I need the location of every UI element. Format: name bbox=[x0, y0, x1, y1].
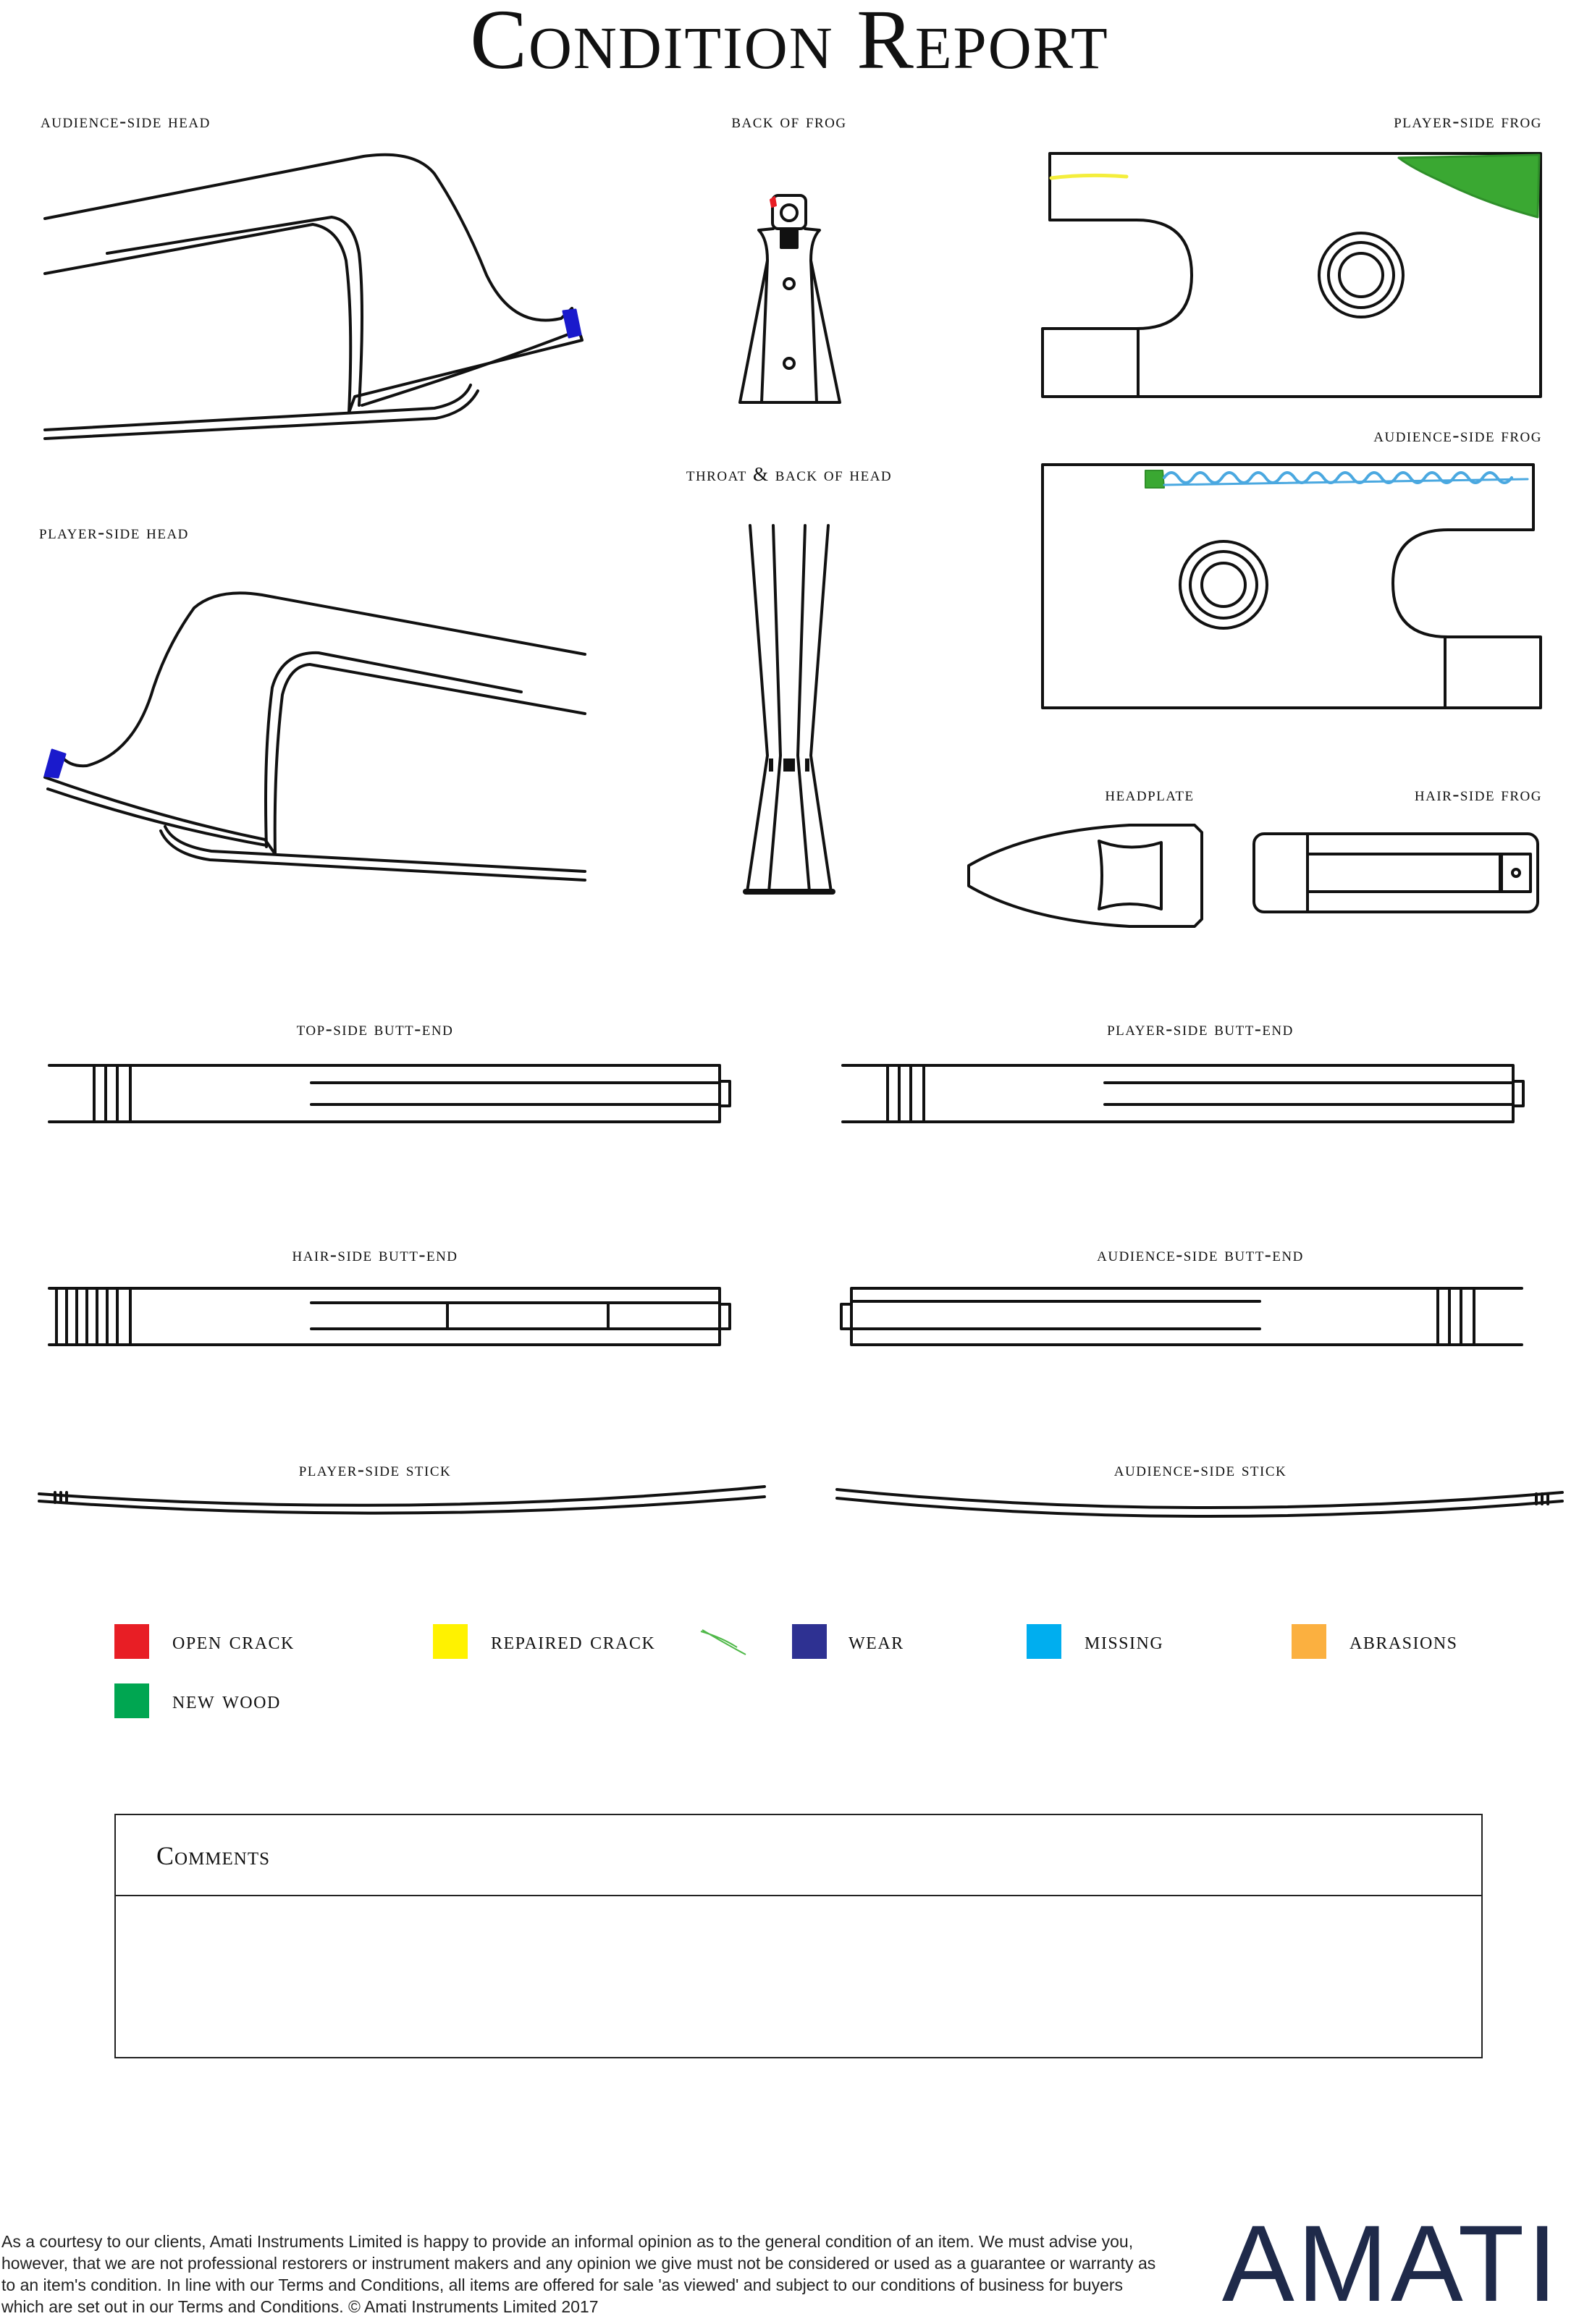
label-player-side-frog: player-side frog bbox=[1394, 110, 1542, 132]
throat-back-of-head-drawing bbox=[746, 525, 833, 892]
audience-side-stick-drawing bbox=[837, 1490, 1562, 1516]
label-audience-side-butt-end: audience-side butt-end bbox=[1097, 1243, 1304, 1265]
label-audience-side-head: audience-side head bbox=[41, 110, 211, 132]
label-top-side-butt-end: top-side butt-end bbox=[296, 1018, 454, 1039]
legend-label-wear: wear bbox=[849, 1628, 904, 1655]
back-of-frog-drawing bbox=[740, 195, 840, 402]
player-side-butt-end-drawing bbox=[843, 1065, 1523, 1122]
audience-side-frog-drawing bbox=[1043, 465, 1541, 708]
new-wood-marking-audience-frog bbox=[1145, 470, 1164, 488]
hair-side-frog-drawing bbox=[1254, 834, 1538, 912]
legend-swatch-new-wood bbox=[114, 1683, 149, 1718]
legend-label-new-wood: new wood bbox=[172, 1687, 281, 1714]
legend-swatch-repaired-crack bbox=[433, 1624, 468, 1659]
legend-label-open-crack: open crack bbox=[172, 1628, 295, 1655]
audience-side-head-drawing bbox=[45, 155, 582, 439]
legend-label-abrasions: abrasions bbox=[1349, 1628, 1458, 1655]
player-side-stick-drawing bbox=[39, 1487, 765, 1513]
legend-label-missing: missing bbox=[1085, 1628, 1164, 1655]
headplate-drawing bbox=[969, 825, 1202, 926]
legend-swatch-wear bbox=[792, 1624, 827, 1659]
amati-logo: AMATI bbox=[1221, 2202, 1560, 2324]
repaired-crack-sample-stroke bbox=[701, 1630, 746, 1655]
audience-side-butt-end-drawing bbox=[841, 1288, 1522, 1345]
comments-heading: Comments bbox=[116, 1815, 1481, 1896]
label-headplate: headplate bbox=[1105, 783, 1195, 805]
open-crack-marking-back-frog bbox=[770, 197, 776, 207]
label-hair-side-frog: hair-side frog bbox=[1414, 783, 1542, 805]
legend-swatch-open-crack bbox=[114, 1624, 149, 1659]
top-side-butt-end-drawing bbox=[49, 1065, 730, 1122]
hair-side-butt-end-drawing bbox=[49, 1288, 730, 1345]
label-hair-side-butt-end: hair-side butt-end bbox=[292, 1243, 458, 1265]
new-wood-marking-player-frog bbox=[1399, 155, 1539, 217]
label-back-of-frog: back of frog bbox=[731, 110, 847, 132]
label-throat-back-of-head: throat & back of head bbox=[686, 463, 893, 485]
label-audience-side-stick: audience-side stick bbox=[1113, 1458, 1287, 1480]
legend-swatch-missing bbox=[1027, 1624, 1061, 1659]
repaired-crack-marking-player-frog bbox=[1051, 175, 1127, 178]
disclaimer-text: As a courtesy to our clients, Amati Instruments Limited is happy to provide an informal opinion as to the general condition of an item. We must advise you, however, that we are not professional restorers or instrument makers and any opinion we give must not be considered or used as a guarantee or warranty as to an item's condition. In line with our Terms and Conditions, all items are offered for sale 'as viewed' and subject to our conditions of business for buyers which are set out in our Terms and Conditions. © Amati Instruments Limited 2017 bbox=[1, 2232, 1156, 2316]
comments-input-area[interactable] bbox=[116, 1896, 1481, 2058]
comments-box bbox=[114, 1814, 1483, 2058]
wear-marking-audience-head bbox=[563, 310, 581, 337]
label-player-side-head: player-side head bbox=[39, 521, 189, 543]
label-player-side-stick: player-side stick bbox=[298, 1458, 452, 1480]
player-side-head-drawing bbox=[45, 593, 585, 880]
label-audience-side-frog: audience-side frog bbox=[1373, 424, 1542, 446]
legend-label-repaired-crack: repaired crack bbox=[491, 1628, 656, 1655]
legend-swatch-abrasions bbox=[1292, 1624, 1326, 1659]
label-player-side-butt-end: player-side butt-end bbox=[1107, 1018, 1294, 1039]
page-title: Condition Report bbox=[470, 0, 1109, 87]
wear-marking-player-head bbox=[45, 750, 65, 777]
